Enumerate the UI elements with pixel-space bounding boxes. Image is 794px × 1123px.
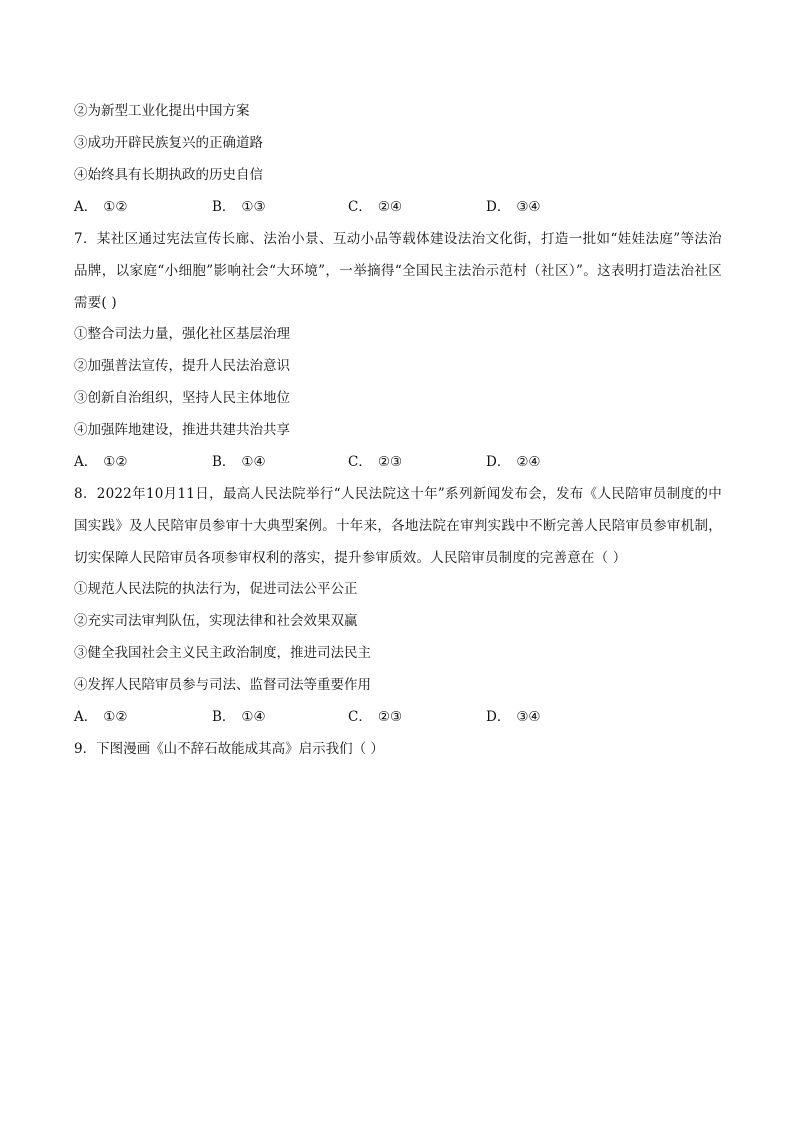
q8-option-a[interactable]: A． ①② (74, 709, 128, 725)
q6-statement-4: ④始终具有长期执政的历史自信 (74, 167, 263, 183)
q7-stem: 7．某社区通过宪法宣传长廊、法治小景、互动小品等载体建设法治文化街，打造一批如“娃娃法庭”等法治品牌，以家庭“小细胞”影响社会“大环境”，一举摘得“全国民主法治示范村（社区）”。这表明打造法治社区需要( ) (74, 231, 722, 311)
q6-statement-2: ②为新型工业化提出中国方案 (74, 103, 250, 119)
q6-statement-3: ③成功开辟民族复兴的正确道路 (74, 135, 263, 151)
q6-option-d[interactable]: D． ③④ (486, 199, 541, 215)
q7-statement-3: ③创新自治组织，坚持人民主体地位 (74, 390, 290, 406)
cartoon-image-area (74, 780, 722, 1080)
q7-statement-2: ②加强普法宣传，提升人民法治意识 (74, 358, 290, 374)
q8-statement-3: ③健全我国社会主义民主政治制度，推进司法民主 (74, 645, 371, 661)
q7-option-a[interactable]: A． ①② (74, 454, 128, 470)
q6-options (74, 198, 724, 216)
q9-stem: 9．下图漫画《山不辞石故能成其高》启示我们（ ） (74, 741, 384, 757)
q7-statement-1: ①整合司法力量，强化社区基层治理 (74, 326, 290, 342)
q6-option-c[interactable]: C． ②④ (348, 199, 403, 215)
q7-option-d[interactable]: D． ②④ (486, 454, 541, 470)
q8-statement-4: ④发挥人民陪审员参与司法、监督司法等重要作用 (74, 677, 371, 693)
q7-options (74, 453, 724, 471)
q8-statement-1: ①规范人民法院的执法行为，促进司法公平公正 (74, 581, 358, 597)
q6-option-b[interactable]: B． ①③ (212, 199, 266, 215)
q8-stem: 8．2022年10月11日，最高人民法院举行“人民法院这十年”系列新闻发布会，发布《人民陪审员制度的中国实践》及人民陪审员参审十大典型案例。十年来，各地法院在审判实践中不断完善人民陪审员参审机制，切实保障人民陪审员各项参审权利的落实，提升参审质效。人民陪审员制度的完善意在（ ） (74, 486, 722, 566)
q8-option-d[interactable]: D． ③④ (486, 709, 541, 725)
q8-statement-2: ②充实司法审判队伍，实现法律和社会效果双赢 (74, 613, 358, 629)
q7-option-b[interactable]: B． ①④ (212, 454, 266, 470)
q7-option-c[interactable]: C． ②③ (348, 454, 403, 470)
q8-options (74, 708, 724, 726)
q8-option-c[interactable]: C． ②③ (348, 709, 403, 725)
q8-option-b[interactable]: B． ①④ (212, 709, 266, 725)
q6-option-a[interactable]: A． ①② (74, 199, 128, 215)
q7-statement-4: ④加强阵地建设，推进共建共治共享 (74, 422, 290, 438)
